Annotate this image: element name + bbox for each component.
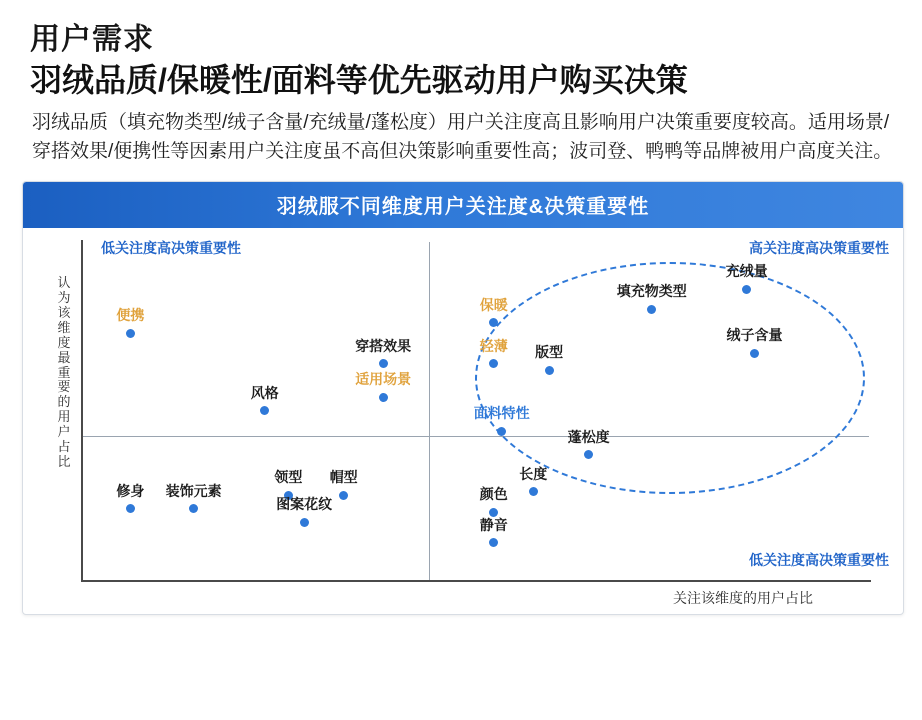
page-title: 羽绒品质/保暖性/面料等优先驱动用户购买决策 [30,62,688,98]
scatter-point-label: 面料特性 [473,405,530,422]
scatter-point-label: 轻薄 [479,337,508,354]
scatter-point [126,329,135,338]
scatter-point-label: 风格 [250,384,279,401]
scatter-point-label: 领型 [274,469,303,486]
scatter-point [260,406,269,415]
scatter-point-label: 保暖 [479,296,508,313]
scatter-plot [23,228,903,614]
scatter-point-label: 长度 [519,465,548,482]
scatter-point-label: 颜色 [479,486,508,503]
scatter-point-label: 帽型 [329,469,358,486]
scatter-point [339,491,348,500]
scatter-point [545,366,554,375]
scatter-point-label: 静音 [479,516,508,533]
scatter-point-label: 穿搭效果 [355,337,412,354]
page-subtext: 羽绒品质（填充物类型/绒子含量/充绒量/蓬松度）用户关注度高且影响用户决策重要度较高。适用场景/穿搭效果/便携性等因素用户关注度虽不高但决策影响重要性高；波司登、鸭鸭等品牌被用户高度关注。 [32,112,893,163]
scatter-point [126,504,135,513]
quadrant-label-bottom-right: 低关注度高决策重要性 [749,551,889,568]
scatter-point [742,285,751,294]
y-axis [81,240,83,582]
scatter-point [489,538,498,547]
chart-title-bar [23,182,903,228]
scatter-point-label: 绒子含量 [726,327,783,344]
page-kicker: 用户需求 [30,23,154,56]
scatter-point [189,504,198,513]
quadrant-divider-vertical [429,242,430,580]
scatter-point-label: 便携 [116,307,145,324]
chart-title: 羽绒服不同维度用户关注度&决策重要性 [276,196,650,219]
scatter-point [529,487,538,496]
quadrant-label-top-left: 低关注度高决策重要性 [101,239,241,256]
scatter-point-label: 图案花纹 [276,496,333,513]
scatter-point-label: 填充物类型 [616,283,687,300]
scatter-point [750,349,759,358]
chart-card [22,181,904,615]
y-axis-label: 认为该维度最重要的用户占比 [57,274,71,470]
scatter-point [300,518,309,527]
x-axis [81,580,871,582]
scatter-point [497,427,506,436]
scatter-point [379,393,388,402]
scatter-point-label: 装饰元素 [165,482,222,499]
x-axis-label: 关注该维度的用户占比 [673,589,813,606]
quadrant-label-top-right: 高关注度高决策重要性 [749,239,889,256]
scatter-point-label: 充绒量 [725,263,768,280]
scatter-point [379,359,388,368]
scatter-point-label: 蓬松度 [567,428,610,445]
scatter-point-label: 版型 [535,344,564,361]
scatter-point-label: 修身 [116,482,145,499]
scatter-point-label: 适用场景 [355,371,412,388]
